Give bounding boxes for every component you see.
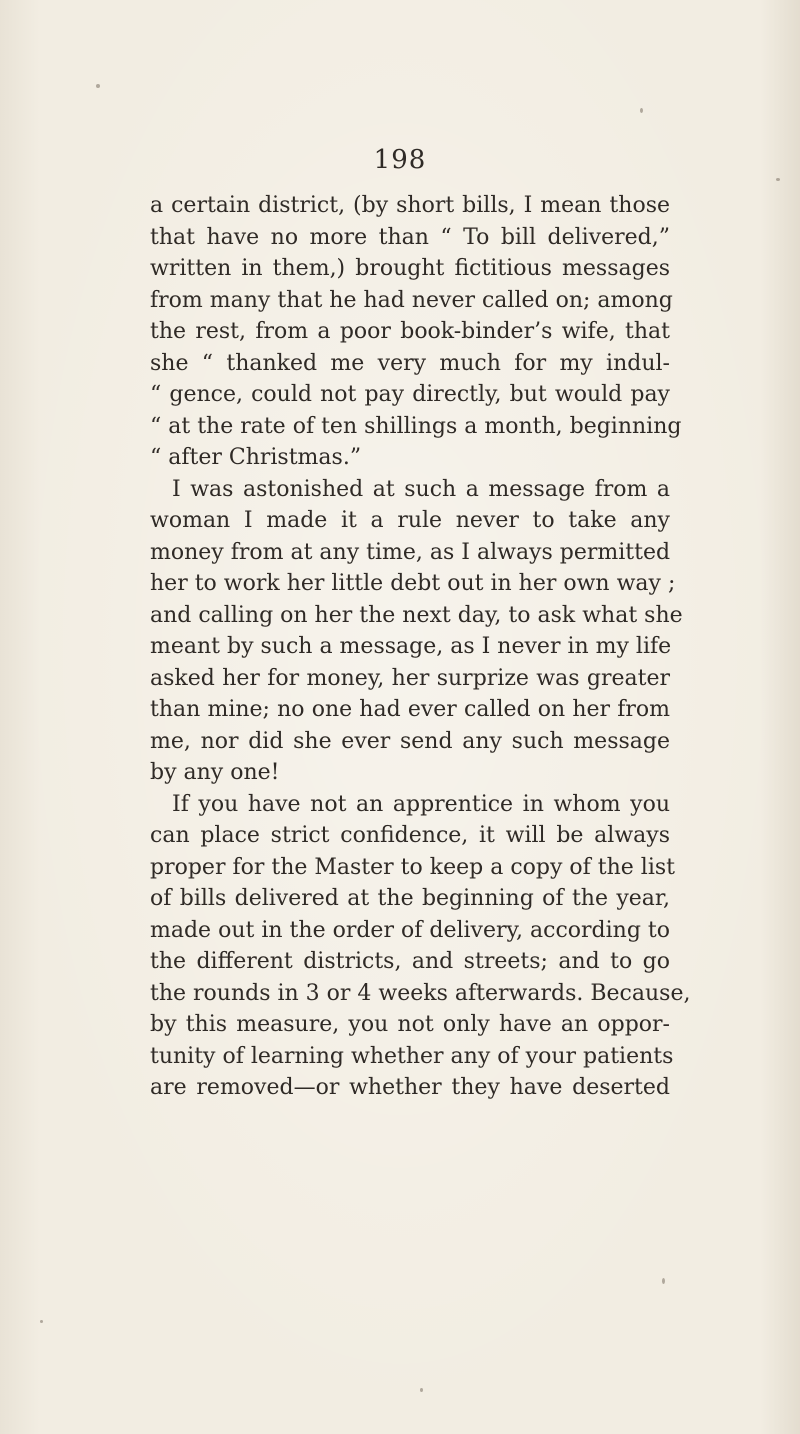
text-line: “ after Christmas.” <box>150 445 362 470</box>
text-line: woman I made it a rule never to take any <box>150 508 670 533</box>
text-line: and calling on her the next day, to ask what she <box>150 602 683 628</box>
text-line: from many that he had never called on; among <box>150 287 673 313</box>
paragraph-start-line: If you have not an apprentice in whom you <box>172 791 670 817</box>
page-number: 198 <box>373 145 427 175</box>
text-line: can place strict confidence, it will be always <box>150 823 670 848</box>
paper-speck <box>662 1278 665 1284</box>
text-line: she “ thanked me very much for my indul- <box>150 350 670 376</box>
paper-speck <box>420 1388 423 1392</box>
text-line: “ at the rate of ten shillings a month, beginning <box>150 413 682 439</box>
text-line: a certain district, (by short bills, I mean those <box>150 193 670 218</box>
text-line: the different districts, and streets; and to go <box>150 949 670 974</box>
text-line: asked her for money, her surprize was greater <box>150 665 670 691</box>
body-text <box>150 190 691 1104</box>
text-line: meant by such a message, as I never in my life <box>150 634 672 659</box>
text-line: of bills delivered at the beginning of the year, <box>150 886 670 911</box>
text-line: are removed—or whether they have deserted <box>150 1075 670 1100</box>
text-line: “ gence, could not pay directly, but would pay <box>150 382 670 407</box>
text-line: written in them,) brought fictitious messages <box>150 256 670 281</box>
text-line: than mine; no one had ever called on her from <box>150 697 670 722</box>
text-line: made out in the order of delivery, according to <box>150 917 670 943</box>
text-line: that have no more than “ To bill delivered,” <box>150 224 670 250</box>
text-line: by any one! <box>150 760 280 785</box>
text-line: the rest, from a poor book-binder’s wife, that <box>150 319 670 344</box>
paragraph-start-line: I was astonished at such a message from a <box>172 476 670 502</box>
text-line: tunity of learning whether any of your patients <box>150 1043 674 1069</box>
text-line: me, nor did she ever send any such message <box>150 728 670 754</box>
text-line: her to work her little debt out in her own way ; <box>150 571 676 596</box>
paper-speck <box>776 178 780 181</box>
paper-speck <box>640 108 643 113</box>
text-line: proper for the Master to keep a copy of the list <box>150 854 675 880</box>
paper-speck <box>96 84 100 88</box>
text-line: money from at any time, as I always permitted <box>150 539 671 565</box>
text-line: by this measure, you not only have an oppor- <box>150 1012 670 1037</box>
text-line: the rounds in 3 or 4 weeks afterwards. Because, <box>150 980 691 1006</box>
paper-speck <box>40 1320 43 1323</box>
